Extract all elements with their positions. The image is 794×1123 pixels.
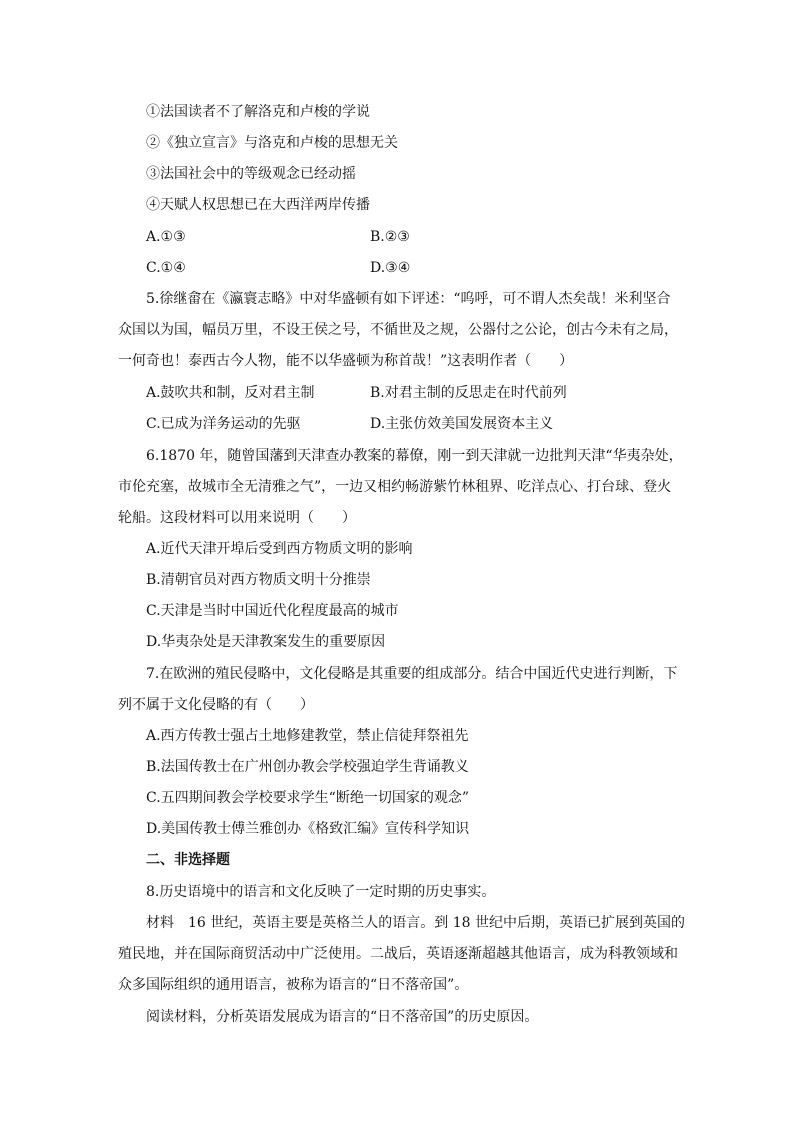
q6-stem-line-3: 轮船。这段材料可以用来说明（ ） <box>118 510 356 526</box>
q5-stem-line-2: 众国以为国，幅员万里，不设王侯之号，不循世及之规，公器付之公论，创古今未有之局， <box>118 322 678 338</box>
q6-option-d: D.华夷杂处是天津教案发生的重要原因 <box>146 634 386 650</box>
q8-material-line-3: 众多国际组织的通用语言，被称为语言的“日不落帝国”。 <box>118 977 469 993</box>
q6-option-a: A.近代天津开埠后受到西方物质文明的影响 <box>146 541 413 557</box>
q4-statement-2: ②《独立宣言》与洛克和卢梭的思想无关 <box>146 135 398 151</box>
q5-option-d: D.主张仿效美国发展资本主义 <box>370 416 554 432</box>
q8-material-line-1: 材料 16 世纪，英语主要是英格兰人的语言。到 18 世纪中后期，英语已扩展到英国的 <box>146 915 685 931</box>
q8-stem: 8.历史语境中的语言和文化反映了一定时期的历史事实。 <box>146 884 496 900</box>
q8-material-line-2: 殖民地，并在国际商贸活动中广泛使用。二战后，英语逐渐超越其他语言，成为科教领域和 <box>118 946 678 962</box>
q4-option-d: D.③④ <box>370 260 411 276</box>
q7-option-b: B.法国传教士在广州创办教会学校强迫学生背诵教义 <box>146 759 469 775</box>
q7-stem-line-2: 列不属于文化侵略的有（ ） <box>118 697 314 713</box>
q7-stem-line-1: 7.在欧洲的殖民侵略中，文化侵略是其重要的组成部分。结合中国近代史进行判断，下 <box>146 666 678 682</box>
q6-stem-line-2: 市伦充塞，故城市全无清雅之气”，一边又相约畅游紫竹林租界、吃洋点心、打台球、登火 <box>118 479 672 495</box>
q4-option-b: B.②③ <box>370 229 410 245</box>
q4-statement-3: ③法国社会中的等级观念已经动摇 <box>146 166 356 182</box>
q7-option-c: C.五四期间教会学校要求学生“断绝一切国家的观念” <box>146 790 469 806</box>
q7-option-d: D.美国传教士傅兰雅创办《格致汇编》宣传科学知识 <box>146 821 470 837</box>
q4-option-c: C.①④ <box>146 260 186 276</box>
q6-option-c: C.天津是当时中国近代化程度最高的城市 <box>146 603 399 619</box>
q5-option-b: B.对君主制的反思走在时代前列 <box>370 385 567 401</box>
q5-option-c: C.已成为洋务运动的先驱 <box>146 416 301 432</box>
q5-stem-line-3: 一何奇也！泰西古今人物，能不以华盛顿为称首哉！”这表明作者（ ） <box>118 353 574 369</box>
q4-statement-1: ①法国读者不了解洛克和卢梭的学说 <box>146 104 370 120</box>
q8-question: 阅读材料，分析英语发展成为语言的“日不落帝国”的历史原因。 <box>146 1009 539 1025</box>
q7-option-a: A.西方传教士强占土地修建教堂，禁止信徒拜祭祖先 <box>146 728 469 744</box>
q4-option-a: A.①③ <box>146 229 186 245</box>
q5-stem-line-1: 5.徐继畲在《瀛寰志略》中对华盛顿有如下评述：“呜呼，可不谓人杰矣哉！米利坚合 <box>146 291 671 307</box>
q6-stem-line-1: 6.1870 年，随曾国藩到天津查办教案的幕僚，刚一到天津就一边批判天津“华夷杂处， <box>146 448 683 464</box>
q5-option-a: A.鼓吹共和制，反对君主制 <box>146 385 315 401</box>
q6-option-b: B.清朝官员对西方物质文明十分推崇 <box>146 572 371 588</box>
q4-statement-4: ④天赋人权思想已在大西洋两岸传播 <box>146 197 370 213</box>
section-heading: 二、非选择题 <box>146 852 230 868</box>
